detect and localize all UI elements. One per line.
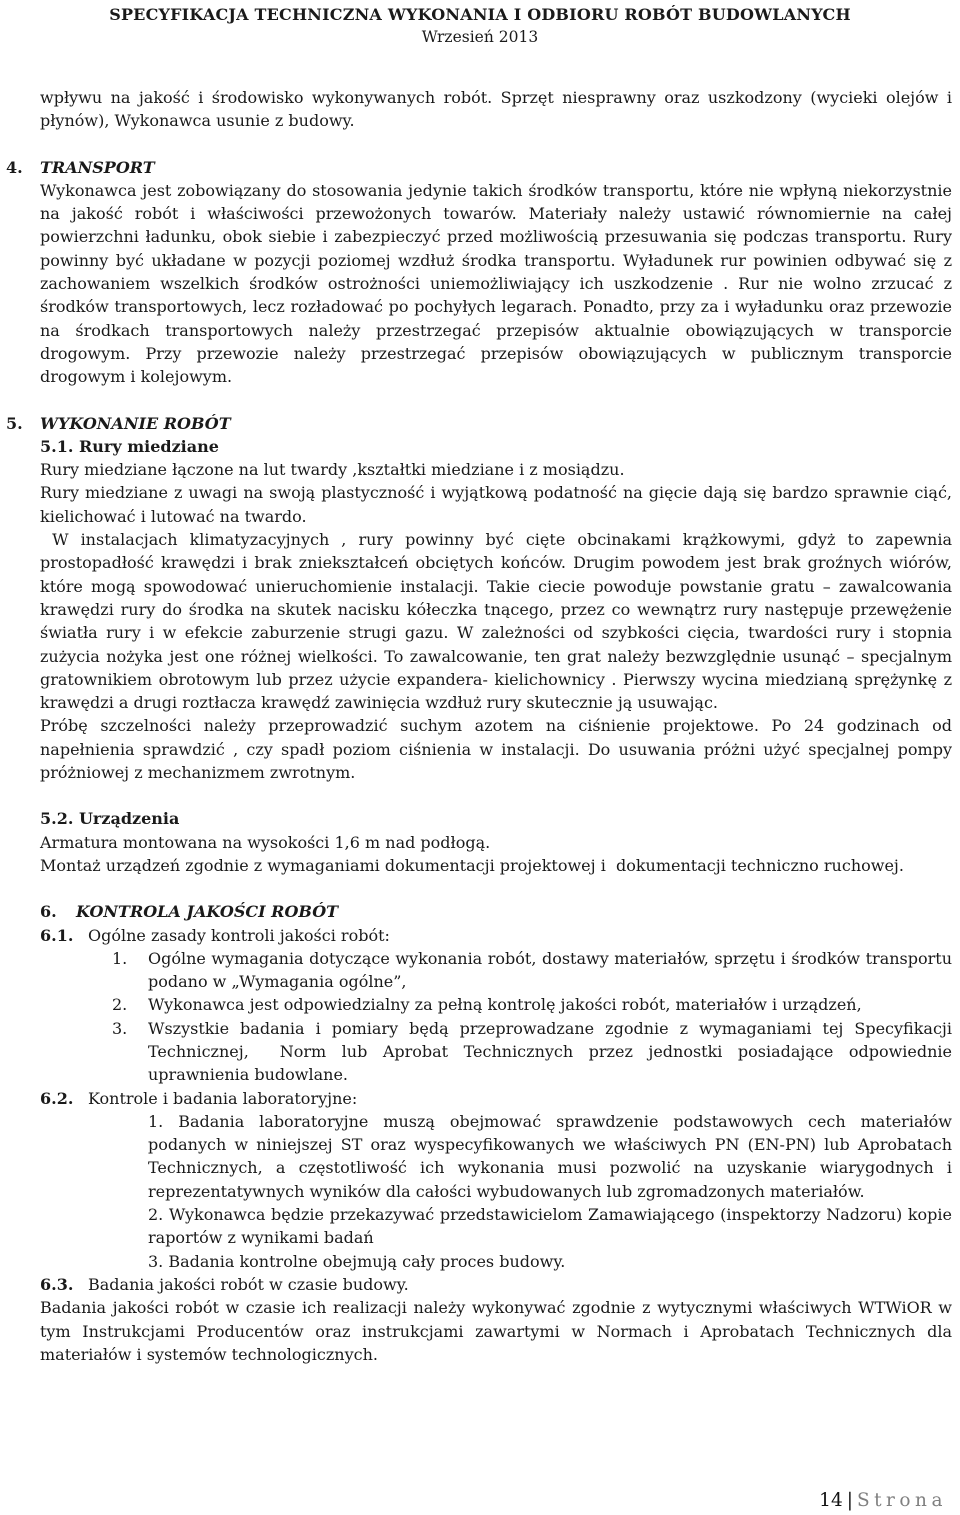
subsection-6-1-heading [40,924,952,947]
subsection-6-3-heading [40,1273,952,1296]
footer-separator: | [846,1490,853,1511]
subsection-5-1-p1: Rury miedziane łączone na lut twardy ,kształtki miedziane i z mosiądzu. [40,460,625,480]
page-footer [819,1489,947,1513]
list-item [40,947,952,994]
intro-paragraph: wpływu na jakość i środowisko wykonywanych robót. Sprzęt niesprawny oraz uszkodzony (wycieki olejów i płynów), Wykonawca usunie z budowy. [40,88,952,131]
document-body [6,86,958,1366]
subsection-6-1-title: Ogólne zasady kontroli jakości robót: [88,925,390,945]
subsection-6-3-title: Badania jakości robót w czasie budowy. [88,1274,409,1294]
section-5-number: 5. [6,413,23,433]
subsection-6-2-heading [40,1087,952,1110]
list-item-number: 1. [112,948,128,968]
subsection-5-1-p4: Próbę szczelności należy przeprowadzić suchym azotem na ciśnienie projektowe. Po 24 godzinach od napełnienia sprawdzić , czy spadł poziom ciśnienia w instalacji. Do usuwania próżni użyć specjalnej pompy próżniowej z mechanizmem zwrotnym. [40,716,952,783]
section-6-heading [40,900,952,923]
section-5-title: WYKONANIE ROBÓT [40,413,231,433]
subsection-6-2-number: 6.2. [40,1088,74,1108]
section-4-number: 4. [6,157,23,177]
list-item [40,1017,958,1087]
subsection-5-1-p2: Rury miedziane z uwagi na swoją plastyczność i wyjątkową podatność na gięcie dają się bardzo sprawnie ciąć, kielichować i lutować na twardo. [40,483,952,526]
subsection-6-1-number: 6.1. [40,925,74,945]
subsection-5-1-p3: W instalacjach klimatyzacyjnych , rury powinny być cięte obcinakami krążkowymi, gdyż to zapewnia prostopadłość krawędzi i brak zniekształceń obciętych końców. Drugim powodem jest brak groźnych wiórów, które mogą spowodować unieruchomienie instalacji. Takie ciecie powoduje powstanie gratu – zawalcowania krawędzi rury do środka na skutek nacisku kółeczka tnącego, przez co wewnątrz rury następuje przewężenie światła rury i w efekcie zaburzenie strugi gazu. W zależności od szybkości cięcia, twardości rury i stopnia zużycia nożyka jest one różnej wielkości. To zawalcowanie, ten grat należy bezwzględnie usunąć – specjalnym gratownikiem obrotowym lub przez użycie expandera- kielichownicy . Pierwszy wycina miedzianą sprężynkę z krawędzi a drugi roztłacza krawędź zawinięcia wzdłuż rury skutecznie ją usuwając. [40,530,958,713]
document-title: SPECYFIKACJA TECHNICZNA WYKONANIA I ODBIORU ROBÓT BUDOWLANYCH [109,5,851,24]
section-4-heading [6,156,952,179]
page-header [0,0,960,47]
page-label: Strona [856,1490,947,1511]
subsection-5-2-p1: Armatura montowana na wysokości 1,6 m nad podłogą. [40,832,491,852]
list-item-text: Wszystkie badania i pomiary będą przeprowadzane zgodnie z wymaganiami tej Specyfikacji Technicznej, Norm lub Aprobat Technicznych przez jednostki posiadające odpowiednie uprawnienia budowlane. [148,1018,958,1085]
subsection-5-2-p2: Montaż urządzeń zgodnie z wymaganiami dokumentacji projektowej i dokumentacji techniczno ruchowej. [40,855,904,875]
section-4-text: Wykonawca jest zobowiązany do stosowania jedynie takich środków transportu, które nie wpłyną niekorzystnie na jakość robót i właściwości przewożonych towarów. Materiały należy ustawić równomiernie na całej powierzchni ładunku, obok siebie i zabezpieczyć przed możliwością przesuwania się podczas transportu. Rury powinny być układane w pozycji poziomej wzdłuż środka transportu. Wyładunek rur powinien odbywać się z zachowaniem wszelkich środków ostrożności uniemożliwiający ich uszkodzenie . Rur nie wolno zrzucać z środków transportowych, lecz rozładować po pochyłych legarach. Ponadto, przy za i wyładunku oraz przewozie na środkach transportowych należy przestrzegać przepisów aktualnie obowiązujących w transporcie drogowym. Przy przewozie należy przestrzegać przepisów obowiązujących w publicznym transporcie drogowym i kolejowym. [40,180,952,387]
list-item-number: 3. [112,1018,128,1038]
subsection-6-3-text: Badania jakości robót w czasie ich realizacji należy wykonywać zgodnie z wytycznymi właściwych WTWiOR w tym Instrukcjami Producentów oraz instrukcjami zawartymi w Normach i Aprobatach Technicznych dla materiałów i systemów technologicznych. [40,1298,952,1364]
list-item-text: Wykonawca jest odpowiedzialny za pełną kontrolę jakości robót, materiałów i urządzeń, [148,995,862,1015]
section-4-title: TRANSPORT [40,157,155,177]
page-number: 14 [819,1490,843,1511]
section-6-number: 6. [40,902,57,922]
subsection-6-3-number: 6.3. [40,1274,74,1294]
subsection-6-2-title: Kontrole i badania laboratoryjne: [88,1088,358,1108]
subsection-5-1-title: 5.1. Rury miedziane [40,436,219,456]
list-item-text: Ogólne wymagania dotyczące wykonania robót, dostawy materiałów, sprzętu i środków transportu podano w „Wymagania ogólne”, [148,948,952,992]
section-6-title: KONTROLA JAKOŚCI ROBÓT [76,902,339,922]
lab-item-1: 1. Badania laboratoryjne muszą obejmować sprawdzenie podstawowych cech materiałów podanych w niniejszej ST oraz wyspecyfikowanych we właściwych PN (EN-PN) lub Aprobatach Technicznych, a częstotliwość ich wykonania musi pozwolić na uzyskanie wiarygodnych i reprezentatywnych wyników dla całości wybudowanych lub zgromadzonych materiałów. [148,1111,952,1201]
lab-item-3: 3. Badania kontrolne obejmują cały proces budowy. [148,1251,566,1271]
list-item [40,993,952,1016]
document-date: Wrzesień 2013 [421,28,539,46]
section-5-heading [6,412,952,435]
subsection-5-2-title: 5.2. Urządzenia [40,809,180,829]
lab-item-2: 2. Wykonawca będzie przekazywać przedstawicielom Zamawiającego (inspektorzy Nadzoru) kopie raportów z wynikami badań [148,1205,952,1248]
list-item-number: 2. [112,995,128,1015]
